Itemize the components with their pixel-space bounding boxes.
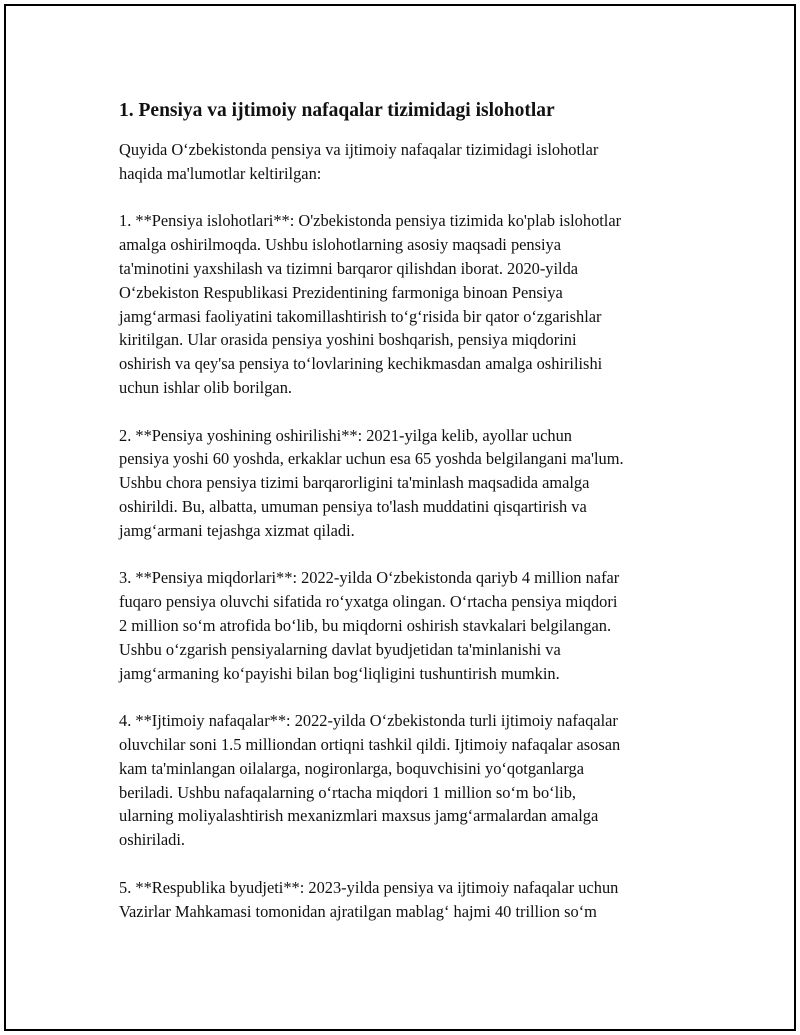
text-line: oluvchilar soni 1.5 milliondan ortiqni tashkil qildi. Ijtimoiy nafaqalar asosan (119, 734, 621, 754)
text-line: amalga oshirilmoqda. Ushbu islohotlarning asosiy maqsadi pensiya (119, 235, 562, 255)
text-line: oshirish va qey'sa pensiya to‘lovlarining kechikmasdan amalga oshirilishi (119, 354, 603, 374)
text-line: uchun ishlar olib borilgan. (119, 377, 292, 397)
text-line: Ushbu o‘zgarish pensiyalarning davlat byudjetidan ta'minlanishi va (119, 639, 561, 659)
text-line: haqida ma'lumotlar keltirilgan: (119, 163, 322, 183)
text-line: pensiya yoshi 60 yoshda, erkaklar uchun esa 65 yoshda belgilangani ma'lum. (119, 449, 624, 469)
text-line: fuqaro pensiya oluvchi sifatida ro‘yxatga olingan. O‘rtacha pensiya miqdori (119, 592, 618, 612)
text-line: 2 million so‘m atrofida bo‘lib, bu miqdorni oshirish stavkalari belgilangan. (119, 615, 612, 635)
text-line: jamg‘armani tejashga xizmat qiladi. (119, 520, 355, 540)
text-line: Quyida O‘zbekistonda pensiya va ijtimoiy nafaqalar tizimidagi islohotlar (119, 140, 599, 159)
text-line: 4. **Ijtimoiy nafaqalar**: 2022-yilda O‘zbekistonda turli ijtimoiy nafaqalar (119, 711, 618, 731)
text-line: oshiriladi. (119, 830, 186, 850)
document-body (119, 98, 699, 947)
text-line: 3. **Pensiya miqdorlari**: 2022-yilda O‘zbekistonda qariyb 4 million nafar (119, 568, 620, 588)
text-line: O‘zbekiston Respublikasi Prezidentining farmoniga binoan Pensiya (119, 282, 563, 302)
text-line: jamg‘armasi faoliyatini takomillashtirish to‘g‘risida bir qator o‘zgarishlar (119, 306, 602, 326)
paragraph-pension-age (119, 424, 699, 543)
document-title: 1. Pensiya va ijtimoiy nafaqalar tizimidagi islohotlar (119, 100, 555, 121)
text-line: ularning moliyalashtirish mexanizmlari maxsus jamg‘armalardan amalga (119, 806, 599, 826)
text-line: Ushbu chora pensiya tizimi barqarorligini ta'minlash maqsadida amalga (119, 473, 590, 493)
text-line: 2. **Pensiya yoshining oshirilishi**: 2021-yilga kelib, ayollar uchun (119, 425, 572, 445)
paragraph-pension-amounts (119, 566, 699, 685)
text-line: Vazirlar Mahkamasi tomonidan ajratilgan mablag‘ hajmi 40 trillion so‘m (119, 901, 597, 921)
text-line: 5. **Respublika byudjeti**: 2023-yilda pensiya va ijtimoiy nafaqalar uchun (119, 877, 619, 897)
intro-paragraph (119, 138, 699, 186)
text-line: beriladi. Ushbu nafaqalarning o‘rtacha miqdori 1 million so‘m bo‘lib, (119, 782, 577, 802)
text-line: 1. **Pensiya islohotlari**: O'zbekistonda pensiya tizimida ko'plab islohotlar (119, 211, 622, 231)
page-frame (4, 4, 796, 1031)
text-line: kam ta'minlangan oilalarga, nogironlarga, boquvchisini yo‘qotganlarga (119, 758, 584, 778)
paragraph-republic-budget (119, 876, 699, 924)
paragraph-pension-reforms (119, 209, 699, 399)
text-line: oshirildi. Bu, albatta, umuman pensiya to'lash muddatini qisqartirish va (119, 496, 587, 516)
text-line: ta'minotini yaxshilash va tizimni barqaror qilishdan iborat. 2020-yilda (119, 258, 579, 278)
text-line: kiritilgan. Ular orasida pensiya yoshini boshqarish, pensiya miqdorini (119, 330, 577, 350)
text-line: jamg‘armaning ko‘payishi bilan bog‘liqligini tushuntirish mumkin. (119, 663, 560, 683)
paragraph-social-benefits (119, 709, 699, 852)
